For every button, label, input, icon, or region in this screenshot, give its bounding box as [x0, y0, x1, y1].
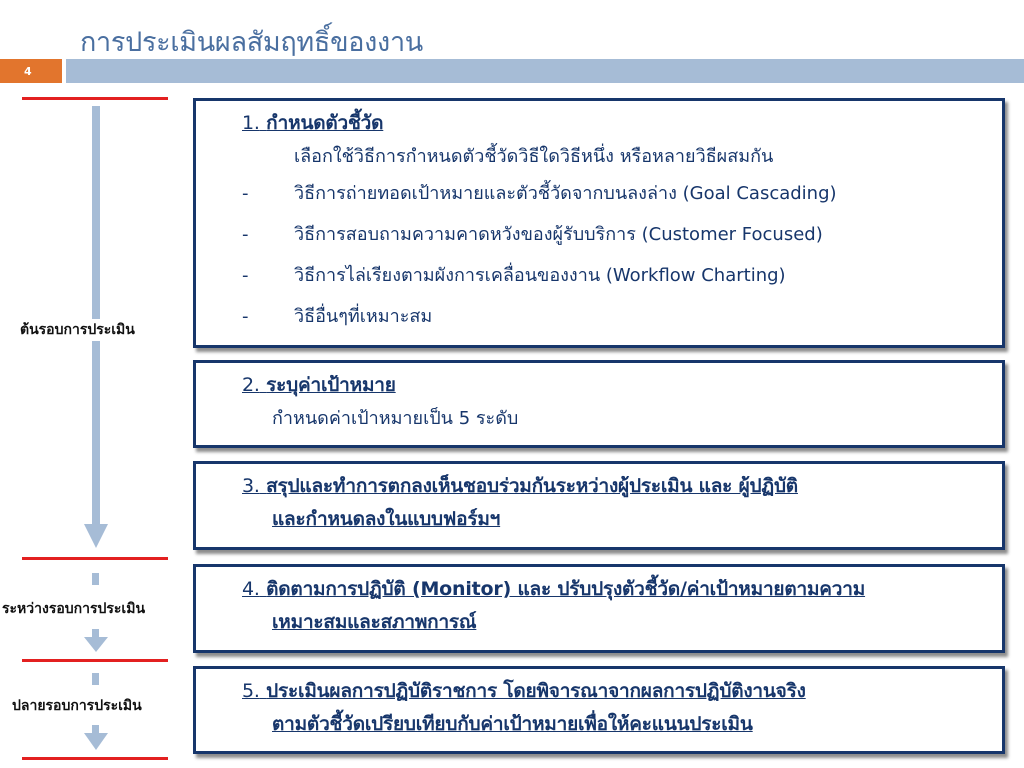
step-heading — [242, 573, 992, 606]
timeline-arrow-shaft-3 — [92, 673, 99, 685]
phase-divider-final — [22, 757, 168, 760]
bullet-dash: - — [242, 265, 249, 286]
step-number: 2. — [242, 374, 260, 396]
bullet-dash: - — [242, 224, 249, 245]
step-heading — [242, 369, 992, 402]
step-title-continued: เหมาะสมและสภาพการณ์ — [272, 611, 477, 633]
step-title-continued: และกำหนดลงในแบบฟอร์มฯ — [272, 508, 501, 530]
timeline-arrow-shaft-1 — [92, 106, 100, 530]
step-number: 1. — [242, 112, 260, 134]
step-box-5 — [193, 666, 1005, 754]
step-title-continued: ตามตัวชี้วัดเปรียบเทียบกับค่าเป้าหมายเพื่อให้คะแนนประเมิน — [272, 713, 753, 735]
bullet-text: วิธีการสอบถามความคาดหวังของผู้รับบริการ (Customer Focused) — [294, 224, 823, 245]
step-box-3 — [193, 461, 1005, 550]
step-number: 5. — [242, 680, 260, 702]
step-title: กำหนดตัวชี้วัด — [266, 112, 384, 134]
phase-label-end: ปลายรอบการประเมิน — [12, 695, 142, 717]
list-item — [242, 173, 992, 214]
timeline — [0, 0, 200, 768]
timeline-arrow-head-2 — [84, 637, 108, 652]
step-number: 4. — [242, 578, 260, 600]
bullet-text: วิธีการถ่ายทอดเป้าหมายและตัวชี้วัดจากบนลงล่าง (Goal Cascading) — [294, 183, 837, 204]
slide-title: การประเมินผลสัมฤทธิ์ของงาน — [80, 27, 423, 58]
step-title: ประเมินผลการปฏิบัติราชการ โดยพิจารณาจากผลการปฏิบัติงานจริง — [266, 680, 806, 702]
title-bar — [66, 59, 1024, 83]
list-item — [242, 296, 992, 337]
timeline-arrow-shaft-2 — [92, 573, 99, 585]
step-box-2 — [193, 360, 1005, 448]
step-number: 3. — [242, 475, 260, 497]
list-item — [242, 214, 992, 255]
step-heading — [242, 470, 992, 503]
step-box-4 — [193, 564, 1005, 653]
bullet-dash: - — [242, 306, 249, 327]
bullet-text: วิธีการไล่เรียงตามผังการเคลื่อนของงาน (Workflow Charting) — [294, 265, 786, 286]
step-description: เลือกใช้วิธีการกำหนดตัวชี้วัดวิธีใดวิธีหนึ่ง หรือหลายวิธีผสมกัน — [294, 146, 774, 167]
phase-divider-end — [22, 659, 168, 662]
step-title: ติดตามการปฏิบัติ (Monitor) และ ปรับปรุงตัวชี้วัด/ค่าเป้าหมายตามความ — [266, 578, 866, 600]
phase-label-start: ต้นรอบการประเมิน — [20, 319, 135, 341]
phase-label-middle: ระหว่างรอบการประเมิน — [2, 598, 145, 620]
bullet-dash: - — [242, 183, 249, 204]
bullet-text: วิธีอื่นๆที่เหมาะสม — [294, 306, 433, 327]
step-title: ระบุค่าเป้าหมาย — [266, 374, 396, 396]
step-title: สรุปและทำการตกลงเห็นชอบร่วมกันระหว่างผู้ประเมิน และ ผู้ปฏิบัติ — [266, 475, 798, 497]
phase-divider-middle — [22, 557, 168, 560]
step-heading — [242, 107, 992, 140]
list-item — [242, 255, 992, 296]
step-box-1 — [193, 98, 1005, 348]
timeline-arrow-head-1 — [84, 524, 108, 548]
step-heading — [242, 675, 992, 708]
phase-divider-start — [22, 97, 168, 100]
page-number: 4 — [0, 59, 62, 83]
timeline-arrow-head-3 — [84, 733, 108, 750]
step-description: กำหนดค่าเป้าหมายเป็น 5 ระดับ — [272, 408, 519, 429]
